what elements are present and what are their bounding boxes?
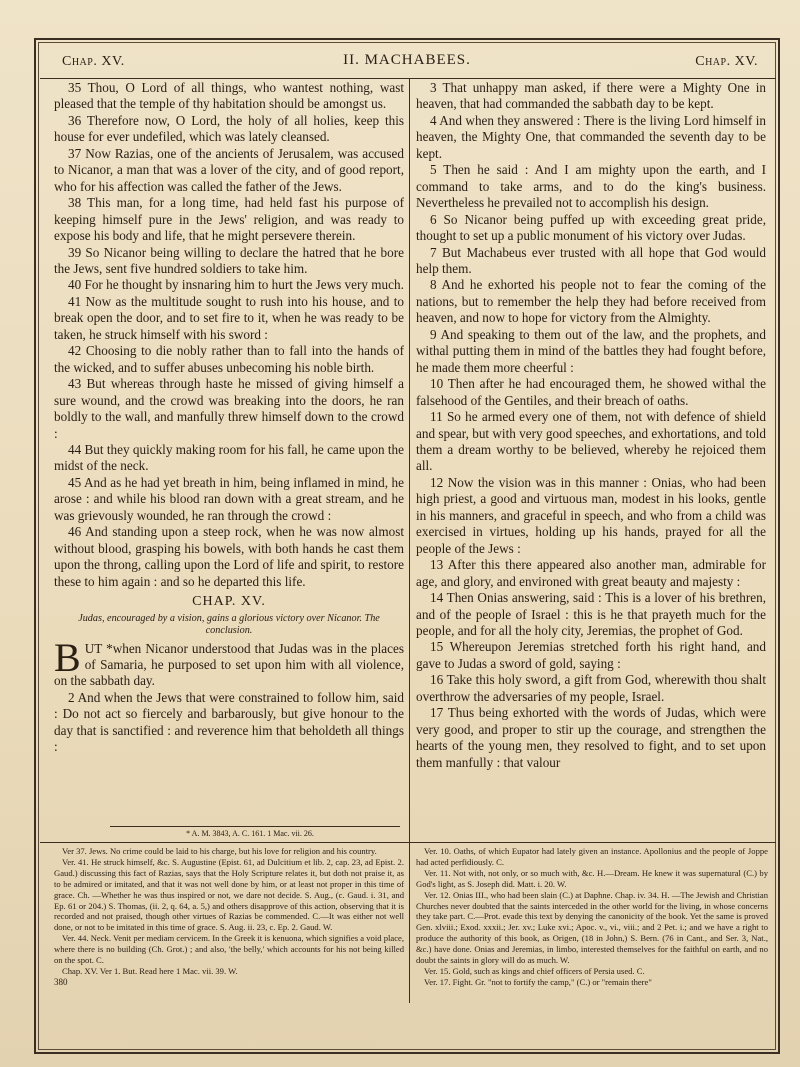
verse: 6 So Nicanor being puffed up with exceeding great pride, thought to set up a public monument of his victory over Judas.: [416, 211, 766, 244]
header-chapter-right: Chap. XV.: [695, 54, 758, 69]
verse: 39 So Nicanor being willing to declare the hatred that he bore the Jews, sent five hundred soldiers to take him.: [54, 244, 404, 276]
header-book-title: II. MACHABEES.: [343, 52, 471, 68]
verse: 46 And standing upon a steep rock, when he was now almost without blood, grasping his bowels, with both hands he cast them upon the throng, calling upon the Lord of life and spirit, to restore these to him again : and so he departed this life.: [54, 524, 404, 589]
verse: 9 And speaking to them out of the law, and the prophets, and withal putting them in mind of the battles they had fought before, he made them more cheerful :: [416, 326, 766, 375]
verse: 2 And when the Jews that were constrained to follow him, said : Do not act so fiercely and barbarously, but give honour to the day that is sanctified : and reverence him that beholdeth all things :: [54, 689, 404, 755]
verse: 42 Choosing to die nobly rather than to fall into the hands of the wicked, and to suffer abuses unbecoming his noble birth.: [54, 343, 404, 375]
cross-reference: * A. M. 3843, A. C. 161. 1 Mac. vii. 26.: [186, 829, 314, 838]
verse: 16 Take this holy sword, a gift from God, wherewith thou shalt overthrow the adversaries of my people, Israel.: [416, 672, 766, 704]
verse: 15 Whereupon Jeremias stretched forth his right hand, and gave to Judas a sword of gold, saying :: [416, 639, 766, 671]
verse: 10 Then after he had encouraged them, he showed withal the falsehood of the Gentiles, and their breach of oaths.: [416, 376, 766, 408]
verse: 8 And he exhorted his people not to fear the coming of the nations, but to remember the help they had before received from heaven, and now to hope for victory from the Almighty.: [416, 277, 766, 326]
cross-reference-rule: [110, 826, 400, 827]
verse: 3 That unhappy man asked, if there were a Mighty One in heaven, that had commanded the sabbath day to be kept.: [416, 80, 766, 112]
notes-rule: [40, 842, 776, 843]
verse: 13 After this there appeared also another man, admirable for age, and glory, and environed with great beauty and majesty :: [416, 557, 766, 589]
verse: 38 This man, for a long time, had held fast his purpose of keeping himself pure in the Jews' religion, and was ready to expose his body and life, that he might persevere therein.: [54, 195, 404, 244]
drop-cap: B: [54, 634, 81, 680]
verse: 44 But they quickly making room for his fall, he came upon the midst of the neck.: [54, 441, 404, 474]
left-text-column: [54, 80, 404, 756]
running-header: [44, 50, 770, 74]
header-rule: [40, 78, 776, 79]
footnote: Ver. 15. Gold, such as kings and chief officers of Persia used. C.: [424, 965, 645, 976]
right-text-column: [416, 80, 766, 771]
verse: 12 Now the vision was in this manner : Onias, who had been high priest, a good and virtuous man, modest in his looks, gentle in his manners, and graceful in speech, and who from a child was exercised in virtues, holding up his hands, prayed for all the people of the Jews :: [416, 474, 766, 556]
verse: 5 Then he said : And I am mighty upon the earth, and I command to take arms, and to do the king's business. Nevertheless he prevailed not to accomplish his design.: [416, 162, 766, 211]
verse: 14 Then Onias answering, said : This is a lover of his brethren, and of the people of Israel : this is he that prayeth much for the people, and for all the holy city, Jeremias, the prophet of God.: [416, 590, 766, 638]
verse: 35 Thou, O Lord of all things, who wantest nothing, wast pleased that the temple of thy habitation should be amongst us.: [54, 80, 404, 112]
footnote: Ver. 17. Fight. Gr. "not to fortify the camp," (C.) or "remain there": [424, 976, 652, 987]
page-number: 380: [54, 976, 68, 987]
verse: 4 And when they answered : There is the living Lord himself in heaven, the Mighty One, that commanded the seventh day to be kept.: [416, 112, 766, 161]
footnote: Ver. 10. Oaths, of which Eupator had lately given an instance. Apollonius and the people of Joppe had acted perfidiously. C.: [416, 846, 768, 867]
verse: 17 Thus being exhorted with the words of Judas, which were very good, and proper to stir up the courage, and strengthen the hearts of the young men, they resolved to fight, and to set upon them manfully : that valour: [416, 705, 766, 770]
footnote: Ver. 41. He struck himself, &c. S. Augustine (Epist. 61, ad Dulcitium et lib. 2, cap. 23, ad Epist. 2. Gaud.) discussing this fact of Razias, says that the Holy Scripture relates it, but doth not praise it, as to be admired or imitated, and that it was not well done by him, or at least not proper in this time of grace. Ch. —Whether he was thus inspired or not, we dare not decide. S. Aug., (c. Gaud. i. 31, and Ep. 61 or 204.) S. Thomas, (ii. 2, q. 64, a. 5,) and others disapprove of this action, observing that it is recorded and not praised, though other virtues of Razias be commended. C.—It was either not well done, or not to be imitated in this time of grace. S. Aug. ii. 23, c. Ep. 2. Gaud. W.: [54, 856, 404, 933]
footnote: Ver. 12. Onias III., who had been slain (C.) at Daphne. Chap. iv. 34. H. —The Jewish and Christian Churches never doubted that the saints interceded in the other world for the living, in whose concerns they take part. C.—Prot. evade this text by denying the canonicity of the book. Yet the same is proved Gen. xlviii.; Exod. xxxii.; Jer. xv.; Luke xvi.; Apoc. v., vi., viii.; and 2 Pet. i.; and we have a right to produce the authority of this book, as Origen, (18 in John,) S. Bern. (76 in Cant., and Ser. 3, Nat., &c.) have done. Onias and Jeremias, in limbo, interested themselves for the faithful on earth, and no doubt the saints in glory will do as much. W.: [416, 889, 768, 966]
verse: 40 For he thought by insnaring him to hurt the Jews very much.: [68, 277, 404, 293]
footnotes-left: [54, 846, 404, 988]
footnote: Ver. 11. Not with, not only, or so much with, &c. H.—Dream. He knew it was supernatural (C.) by God's light, as S. Joseph did. Matt. i. 20. W.: [416, 867, 768, 889]
verse: 36 Therefore now, O Lord, the holy of all holies, keep this house for ever undefiled, which was lately cleansed.: [54, 112, 404, 145]
footnote: Ver. 44. Neck. Venit per mediam cervicem. In the Greek it is kenuona, which signifies a void place, where there is no building (Ch. Grot.) ; and also, 'the belly,' which accounts for his not being killed on the spot. C.: [54, 933, 404, 966]
chapter-heading: CHAP. XV.: [192, 594, 266, 610]
verse: 11 So he armed every one of them, not with defence of shield and spear, but with very good speeches, and exhortations, and told them a dream worthy to be believed, whereby he rejoiced them all.: [416, 409, 766, 474]
footnotes-right: [416, 846, 768, 988]
footnote: Chap. XV. Ver 1. But. Read here 1 Mac. vii. 39. W.: [62, 965, 238, 976]
chapter-summary: Judas, encouraged by a vision, gains a glorious victory over Nicanor. The conclusion.: [78, 612, 380, 636]
footnote: Ver 37. Jews. No crime could be laid to his charge, but his love for religion and his country.: [62, 846, 377, 856]
verse-1: [54, 634, 404, 690]
verse: 43 But whereas through haste he missed of giving himself a sure wound, and the crowd was breaking into the doors, he ran boldly to the wall, and manfully threw himself down to the crowd :: [54, 376, 404, 441]
column-divider: [409, 79, 410, 1003]
verse: 41 Now as the multitude sought to rush into his house, and to break open the door, and to set fire to it, when he was ready to be taken, he struck himself with his sword :: [54, 293, 404, 342]
verse: 45 And as he had yet breath in him, being inflamed in mind, he arose : and while his blood ran down with a great stream, and he was grievously wounded, he ran through the crowd :: [54, 474, 404, 523]
header-chapter-left: Chap. XV.: [62, 54, 125, 69]
verse-1-text: UT *when Nicanor understood that Judas was in the places of Samaria, he purposed to set upon him with all violence, on the sabbath day.: [54, 640, 404, 689]
verse: 7 But Machabeus ever trusted with all hope that God would help them.: [416, 244, 766, 276]
verse: 37 Now Razias, one of the ancients of Jerusalem, was accused to Nicanor, a man that was a lover of the city, and of good report, who for his affection was called the father of the Jews.: [54, 145, 404, 194]
